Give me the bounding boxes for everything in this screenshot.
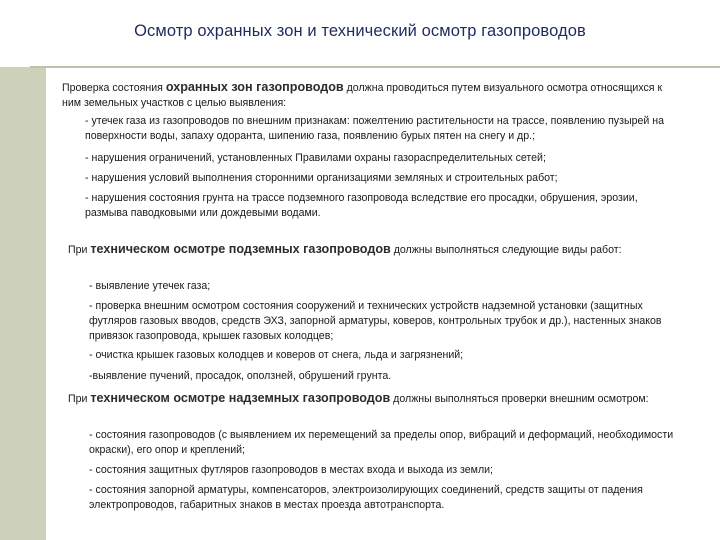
section-1-intro-emphasis: охранных зон газопроводов [165,80,344,94]
section-1-item: - нарушения условий выполнения сторонними организациями земляных и строительных работ; [85,172,558,184]
section-2-item: - проверка внешним осмотром состояния сооружений и технических устройств надземной установки (защитных футляров газовых вводов, средств ЭХЗ, запорной арматуры, коверов, контрольных трубок и др.), настенных знаков привязок газопровода, крышек газовых колодцев; [89,300,662,342]
section-3-item: - состояния запорной арматуры, компенсаторов, электроизолирующих соединений, средств защиты от падения электропроводов, габаритных знаков в местах проезда автотранспорта. [89,484,643,511]
section-2-intro-pre: При [68,244,91,256]
section-2-item: - очистка крышек газовых колодцев и коверов от снега, льда и загрязнений; [89,349,464,361]
section-2-item: -выявление пучений, просадок, оползней, обрушений грунта. [89,370,392,382]
section-1-item: - утечек газа из газопроводов по внешним признакам: пожелтению растительности на трассе, появлению пузырей на поверхности воды, запаху одоранта, шипению газа, появлению бурых пятен на снегу и др.; [85,115,664,142]
section-2-item: - выявление утечек газа; [89,280,211,292]
slide-title: Осмотр охранных зон и технический осмотр газопроводов [134,22,586,40]
section-1-intro [62,80,682,111]
section-3-intro [68,391,688,407]
section-3-intro-post: должны выполняться проверки внешним осмотром: [390,393,649,405]
section-2-intro [68,242,688,258]
section-1-intro-pre: Проверка состояния [62,82,166,94]
section-3-item: - состояния защитных футляров газопроводов в местах входа и выхода из земли; [89,464,493,476]
section-3-intro-pre: При [68,393,91,405]
section-2-intro-post: должны выполняться следующие виды работ: [390,244,622,256]
section-1-item: - нарушения ограничений, установленных Правилами охраны газораспределительных сетей; [85,152,546,164]
section-1-item: - нарушения состояния грунта на трассе подземного газопровода вследствие его просадки, обрушения, эрозии, размыва паводковыми или дождевыми водами. [85,192,638,219]
section-1-intro-post: должна проводиться путем визуального осмотра относящихся к ним земельных участков с целью выявления: [62,82,663,109]
section-3-intro-emphasis: техническом осмотре надземных газопроводов [90,391,391,405]
section-2-intro-emphasis: техническом осмотре подземных газопроводов [90,242,391,256]
section-3-item: - состояния газопроводов (с выявлением их перемещений за пределы опор, вибраций и деформаций, необходимости окраски), его опор и креплений; [89,429,674,456]
